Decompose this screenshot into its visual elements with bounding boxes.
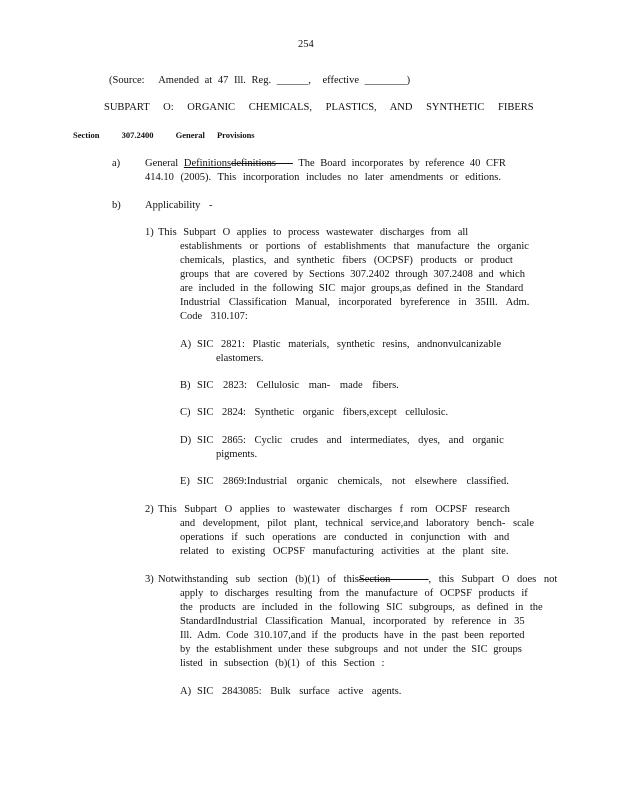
sub1-item-b-marker: B) xyxy=(180,380,191,391)
sub1-line-4: groups that are covered by Sections 307.2402 through 307.2408 and which xyxy=(180,269,525,280)
sub3-line-2: apply to discharges resulting from the manufacture of OCPSF products if xyxy=(180,588,528,599)
sub2-text xyxy=(158,503,534,559)
sub3-line-7: listed in subsection (b)(1) of this Section : xyxy=(180,658,385,669)
sub1-item-d-line-2: pigments. xyxy=(216,449,258,460)
item-a-inserted-text: Definitions xyxy=(183,158,232,169)
sub1-line-7: Code 310.107: xyxy=(180,311,248,322)
sub1-item-c-line-1: SIC 2824: Synthetic organic fibers,except cellulosic. xyxy=(197,407,449,418)
item-a-text xyxy=(145,157,513,185)
sub1-item-e-marker: E) xyxy=(180,476,190,487)
source-text: Amended at 47 Ill. Reg. xyxy=(158,75,272,86)
sub3-marker: 3) xyxy=(145,574,154,585)
item-a-lead: General xyxy=(145,158,179,169)
item-a-line-2: 414.10 (2005). This incorporation includes no later amendments or editions. xyxy=(145,172,501,183)
section-heading xyxy=(73,130,255,140)
sub1-item-e-line-1: SIC 2869:Industrial organic chemicals, not elsewhere classified. xyxy=(197,476,509,487)
item-b-label: Applicability xyxy=(145,200,201,211)
source-blank-2: ________) xyxy=(364,75,411,86)
sub2-line-2: and development, pilot plant, technical service,and laboratory bench- scale xyxy=(180,518,535,529)
sub1-item-a-marker: A) xyxy=(180,339,192,350)
sub2-line-1: This Subpart O applies to wastewater discharges f rom OCPSF research xyxy=(158,504,510,515)
sub3-line-4: StandardIndustrial Classification Manual, incorporated by reference in 35 xyxy=(180,616,525,627)
item-a-line-1 xyxy=(145,157,513,171)
sub1-line-6: Industrial Classification Manual, incorporated byreference in 35Ill. Adm. xyxy=(180,297,530,308)
sub1-line-2: establishments or portions of establishments that manufacture the organic xyxy=(180,241,529,252)
sub1-item-a-line-1: SIC 2821: Plastic materials, synthetic resins, andnonvulcanizable xyxy=(197,339,502,350)
sub1-text xyxy=(158,226,538,324)
section-title: General Provisions xyxy=(175,130,255,140)
sub3-lead: Notwithstanding sub section (b)(1) of this xyxy=(158,574,359,585)
sub3-line-6: by the establishment under these subgroups and not under the SIC groups xyxy=(180,644,522,655)
sub1-line-3: chemicals, plastics, and synthetic fibers (OCPSF) products or product xyxy=(180,255,513,266)
source-effective: effective xyxy=(322,75,360,86)
sub3-item-a-line-1: SIC 2843085: Bulk surface active agents. xyxy=(197,686,402,697)
sub1-item-d xyxy=(197,434,504,462)
sub1-line-1: This Subpart O applies to process wastewater discharges from all xyxy=(158,227,469,238)
sub2-marker: 2) xyxy=(145,504,154,515)
sub3-line-3: the products are included in the following SIC subgroups, as defined in the xyxy=(180,602,543,613)
sub3-line-1 xyxy=(158,573,557,587)
item-b-heading xyxy=(145,199,213,213)
source-line xyxy=(109,74,410,88)
sub1-item-b-line-1: SIC 2823: Cellulosic man- made fibers. xyxy=(197,380,399,391)
source-blank-1: ______, xyxy=(276,75,311,86)
sub1-item-d-line-1: SIC 2865: Cyclic crudes and intermediates, dyes, and organic xyxy=(197,435,504,446)
section-number: 307.2400 xyxy=(121,130,154,140)
sub1-marker: 1) xyxy=(145,227,154,238)
item-a-rest: The Board incorporates by reference 40 CFR xyxy=(298,158,506,169)
sub1-item-d-marker: D) xyxy=(180,435,192,446)
item-a-marker: a) xyxy=(112,158,121,169)
sub1-item-c-marker: C) xyxy=(180,407,191,418)
subpart-heading: SUBPART O: ORGANIC CHEMICALS, PLASTICS, AND SYNTHETIC FIBERS xyxy=(104,102,534,113)
sub3-rest: , this Subpart O does not xyxy=(428,574,558,585)
item-b-marker: b) xyxy=(112,200,121,211)
sub1-line-5: are included in the following SIC major groups,as defined in the Standard xyxy=(180,283,524,294)
sub3-strike-tail xyxy=(390,574,428,585)
sub1-item-a-line-2: elastomers. xyxy=(216,353,264,364)
sub3-item-a-marker: A) xyxy=(180,686,192,697)
sub3-text xyxy=(158,573,557,671)
sub3-line-5: Ill. Adm. Code 310.107,and if the products have in the past been reported xyxy=(180,630,525,641)
source-prefix: (Source: xyxy=(109,75,145,86)
item-a-strike-tail xyxy=(276,158,293,169)
item-a-deleted-text: definitions xyxy=(231,158,277,169)
section-label: Section xyxy=(73,130,100,140)
sub2-line-3: operations if such operations are conducted in conjunction with and xyxy=(180,532,510,543)
sub3-deleted-text: Section xyxy=(358,574,391,585)
page-number: 254 xyxy=(298,39,314,50)
item-b-dash: - xyxy=(209,200,213,211)
sub2-line-4: related to existing OCPSF manufacturing activities at the plant site. xyxy=(180,546,509,557)
sub1-item-a xyxy=(197,338,501,366)
